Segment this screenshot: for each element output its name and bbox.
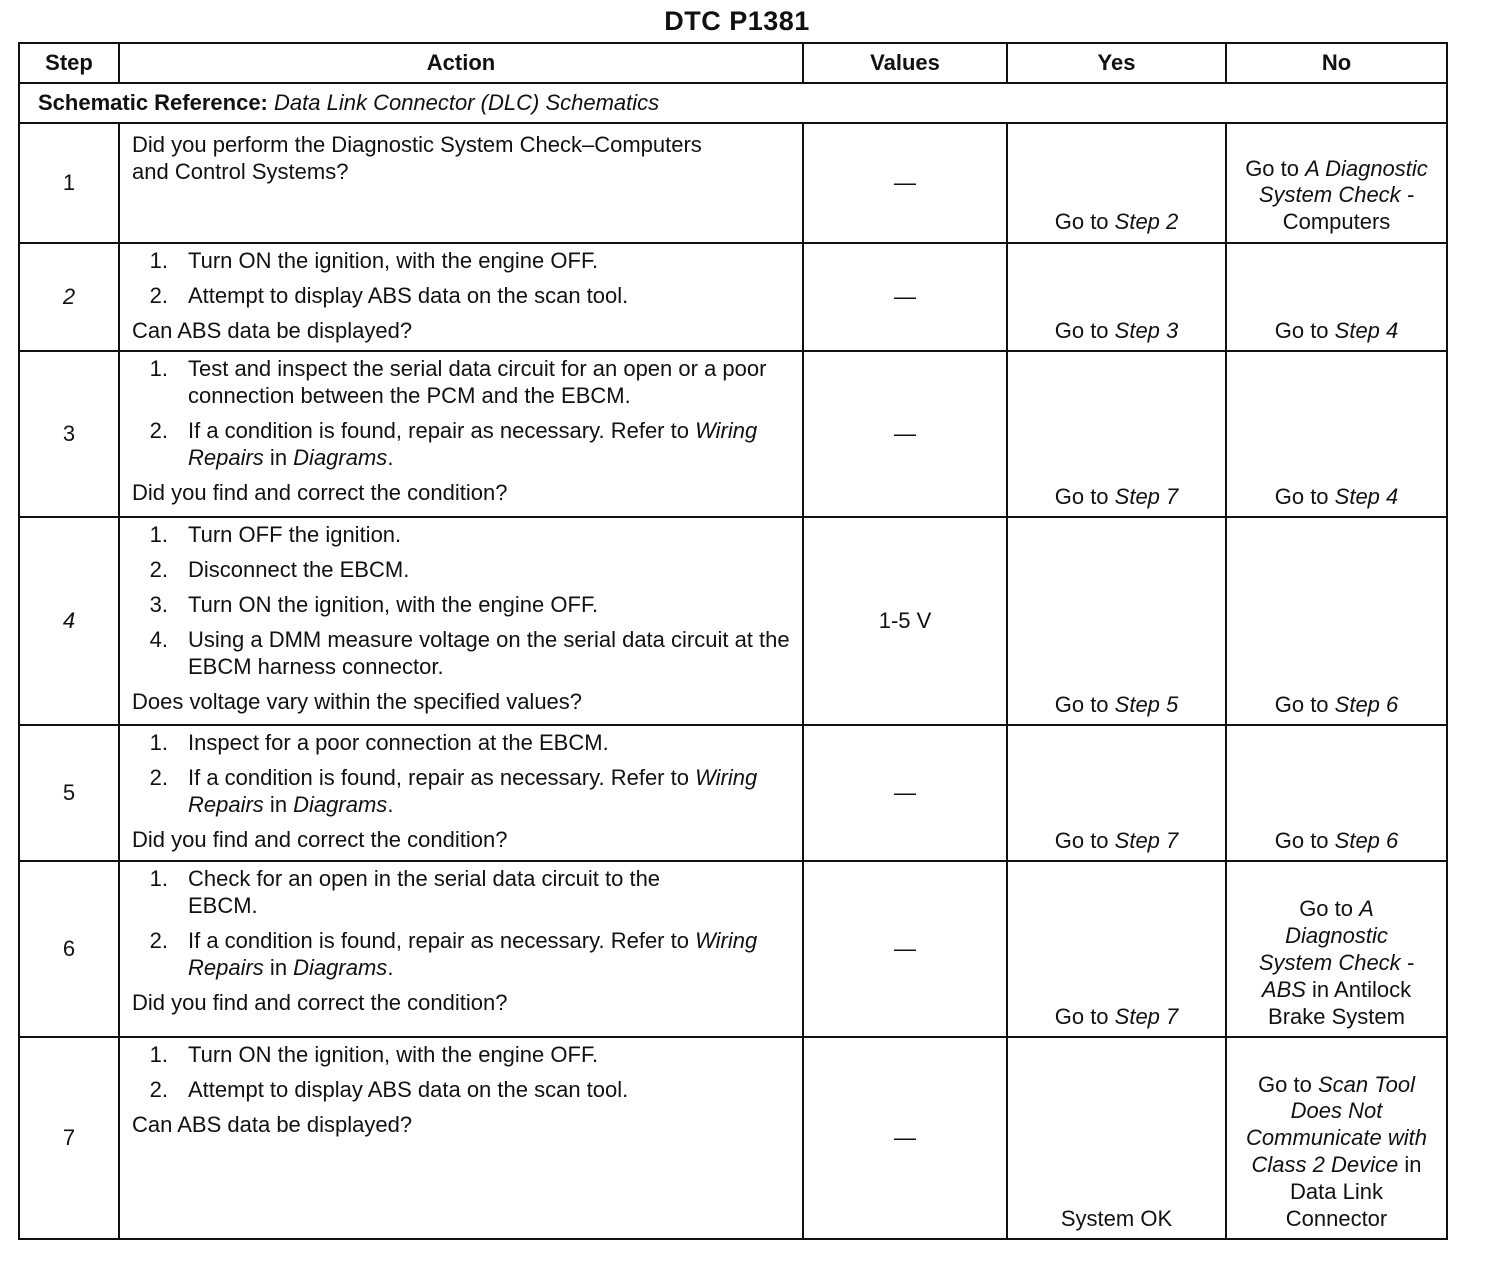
wiring-repairs-ref: Wiring Repairs: [188, 928, 758, 980]
yes-prefix: Go to: [1054, 1003, 1115, 1029]
schematic-reference-row: [19, 83, 1447, 123]
item-number: 1.: [149, 248, 168, 273]
no-link: Step 6: [1334, 691, 1399, 717]
yes-link: Step 5: [1114, 691, 1179, 717]
yes-link: Step 2: [1114, 209, 1179, 235]
item-text: Test and inspect the serial data circuit for an open or a poor connection between the PCM and the EBCM.: [188, 356, 767, 409]
item-text: Turn OFF the ignition.: [188, 522, 402, 548]
action-question: Does voltage vary within the specified values?: [132, 688, 583, 714]
item-number: 1.: [149, 356, 168, 382]
yes-link: Step 7: [1114, 827, 1179, 853]
value-cell: [803, 243, 1007, 351]
value-cell: [803, 517, 1007, 725]
yes-cell: [1007, 243, 1226, 351]
no-cell: [1226, 123, 1447, 243]
yes-prefix: Go to: [1054, 483, 1115, 509]
action-question: Can ABS data be displayed?: [132, 317, 413, 343]
no-prefix: Go to: [1274, 827, 1335, 853]
item-text: Attempt to display ABS data on the scan tool.: [188, 282, 629, 308]
action-cell: [119, 725, 803, 861]
item-number: 1.: [149, 730, 168, 756]
item-text: Turn ON the ignition, with the engine OFF.: [188, 248, 599, 273]
value-cell: [803, 1037, 1007, 1239]
action-text: Did you perform the Diagnostic System Check–Computers: [132, 132, 702, 157]
table-row: [19, 243, 1447, 351]
action-cell: [119, 517, 803, 725]
schematic-reference-label: Schematic Reference:: [38, 89, 268, 115]
no-cell: [1226, 1037, 1447, 1239]
no-prefix: Go to: [1299, 896, 1360, 922]
item-number: 2.: [149, 282, 168, 308]
step-number: 4: [19, 517, 119, 725]
value-cell: [803, 861, 1007, 1037]
item-number: 1.: [149, 1042, 168, 1068]
value-text: —: [894, 936, 916, 962]
step-number: 2: [19, 243, 119, 351]
yes-cell: [1007, 351, 1226, 517]
no-prefix: Go to: [1274, 317, 1335, 343]
value-text: —: [894, 1125, 916, 1151]
no-cell: [1226, 517, 1447, 725]
diagnostic-table: [18, 42, 1448, 1240]
action-question: Did you find and correct the condition?: [132, 826, 508, 852]
value-text: —: [894, 169, 916, 195]
action-cell: [119, 861, 803, 1037]
wiring-repairs-ref: Wiring Repairs: [188, 418, 758, 470]
yes-cell: [1007, 1037, 1226, 1239]
table-row: [19, 1037, 1447, 1239]
yes-cell: [1007, 861, 1226, 1037]
table-row: [19, 517, 1447, 725]
no-prefix: Go to: [1245, 155, 1306, 181]
no-link: Step 4: [1334, 483, 1399, 509]
yes-link: Step 7: [1114, 483, 1179, 509]
header-action: Action: [119, 43, 803, 83]
wiring-repairs-ref: Wiring Repairs: [188, 765, 758, 818]
yes-prefix: Go to: [1054, 317, 1115, 343]
yes-cell: [1007, 725, 1226, 861]
item-text: If a condition is found, repair as necessary. Refer to: [188, 765, 696, 791]
table-row: [19, 351, 1447, 517]
action-question: Did you find and correct the condition?: [132, 989, 508, 1015]
item-text: .: [387, 954, 394, 980]
item-number: 1.: [149, 522, 168, 548]
item-number: 1.: [149, 866, 168, 892]
action-cell: [119, 1037, 803, 1239]
action-cell: [119, 123, 803, 243]
item-text: in: [263, 444, 294, 470]
item-text: Using a DMM measure voltage on the serial data circuit at the EBCM harness connector.: [188, 626, 790, 679]
step-number: 5: [19, 725, 119, 861]
item-text: Inspect for a poor connection at the EBCM.: [188, 730, 609, 756]
value-cell: [803, 351, 1007, 517]
item-number: 2.: [149, 765, 168, 791]
no-prefix: Go to: [1258, 1071, 1318, 1097]
no-cell: [1226, 243, 1447, 351]
header-no: No: [1226, 43, 1447, 83]
item-text: .: [387, 792, 394, 818]
no-prefix: Go to: [1274, 691, 1335, 717]
header-yes: Yes: [1007, 43, 1226, 83]
yes-cell: [1007, 517, 1226, 725]
diagrams-ref: Diagrams: [293, 792, 388, 818]
no-link: Scan Tool Does Not Communicate with Class 2 Device: [1246, 1071, 1427, 1177]
header-values: Values: [803, 43, 1007, 83]
item-number: 2.: [149, 928, 168, 954]
schematic-reference-link: Data Link Connector (DLC) Schematics: [274, 89, 660, 115]
value-cell: [803, 123, 1007, 243]
action-text: and Control Systems?: [132, 158, 349, 184]
item-text: in: [263, 954, 294, 980]
page-title: DTC P1381: [664, 6, 810, 36]
yes-prefix: Go to: [1054, 691, 1115, 717]
no-cell: [1226, 725, 1447, 861]
table-row: [19, 123, 1447, 243]
item-number: 4.: [149, 626, 168, 652]
action-cell: [119, 243, 803, 351]
diagrams-ref: Diagrams: [293, 954, 388, 980]
item-text: Check for an open in the serial data circuit to the EBCM.: [188, 866, 661, 919]
no-suffix: in Antilock Brake System: [1268, 976, 1412, 1029]
value-text: —: [894, 421, 916, 447]
item-text: If a condition is found, repair as necessary. Refer to: [188, 928, 696, 954]
item-number: 2.: [149, 1077, 168, 1103]
no-suffix: Computers: [1282, 209, 1391, 235]
yes-link: Step 3: [1114, 317, 1179, 343]
item-number: 3.: [149, 592, 168, 618]
item-text: If a condition is found, repair as necessary. Refer to: [188, 418, 696, 444]
yes-link: Step 7: [1114, 1003, 1179, 1029]
step-number: 7: [19, 1037, 119, 1239]
yes-cell: [1007, 123, 1226, 243]
diagrams-ref: Diagrams: [293, 444, 388, 470]
item-text: Turn ON the ignition, with the engine OFF.: [188, 592, 599, 618]
value-cell: [803, 725, 1007, 861]
item-text: Disconnect the EBCM.: [188, 557, 410, 583]
no-link: A Diagnostic System Check -: [1258, 155, 1428, 208]
value-text: —: [894, 780, 916, 806]
item-text: .: [387, 444, 394, 470]
action-question: Did you find and correct the condition?: [132, 479, 508, 505]
item-text: in: [263, 792, 294, 818]
no-cell: [1226, 861, 1447, 1037]
header-step: Step: [19, 43, 119, 83]
value-text: —: [894, 283, 916, 309]
no-suffix: in Data Link Connector: [1285, 1152, 1422, 1231]
yes-text: System OK: [1060, 1205, 1173, 1231]
table-row: [19, 725, 1447, 861]
table-row: [19, 861, 1447, 1037]
step-number: 3: [19, 351, 119, 517]
no-link: Step 6: [1334, 827, 1399, 853]
no-link: Step 4: [1334, 317, 1399, 343]
schematic-reference: [19, 83, 1447, 123]
step-number: 6: [19, 861, 119, 1037]
header-row: [19, 43, 1447, 83]
item-text: Attempt to display ABS data on the scan tool.: [188, 1077, 629, 1103]
action-question: Can ABS data be displayed?: [132, 1112, 413, 1138]
yes-prefix: Go to: [1054, 827, 1115, 853]
no-cell: [1226, 351, 1447, 517]
action-cell: [119, 351, 803, 517]
yes-prefix: Go to: [1054, 209, 1115, 235]
no-link: A Diagnostic System Check - ABS: [1258, 896, 1415, 1002]
item-number: 2.: [149, 418, 168, 444]
item-number: 2.: [149, 557, 168, 583]
item-text: Turn ON the ignition, with the engine OFF.: [188, 1042, 599, 1068]
value-text: 1-5 V: [878, 608, 932, 634]
no-prefix: Go to: [1274, 483, 1335, 509]
step-number: 1: [19, 123, 119, 243]
